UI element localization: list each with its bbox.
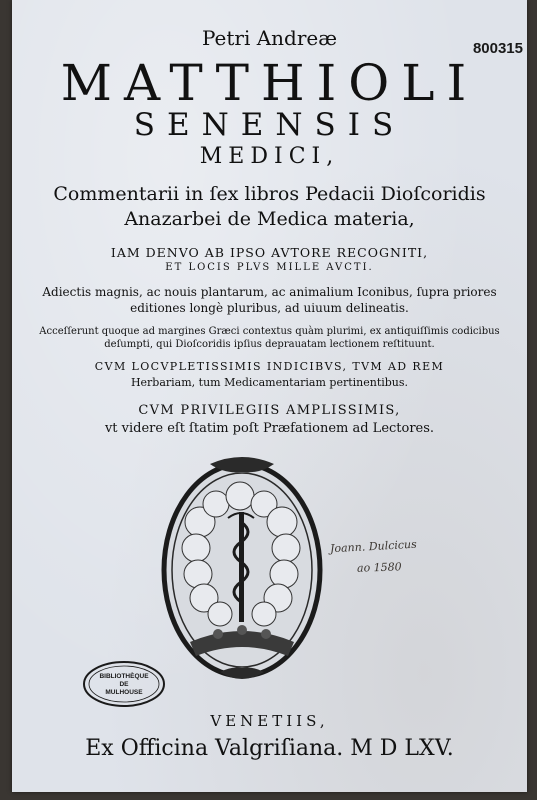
edition-line1: IAM DENVO AB IPSO AVTORE RECOGNITI, (110, 245, 429, 260)
privileges-line1: CVM PRIVILEGIIS AMPLISSIMIS, (138, 403, 401, 418)
imprint-publisher-date: Ex Officina Valgriſiana. M D LXV. (85, 736, 454, 761)
library-stamp (82, 660, 166, 708)
ownership-inscription-line2: ao 1580 (356, 560, 402, 575)
author-forename: Petri Andreæ (201, 26, 338, 50)
title-page (12, 0, 527, 792)
author-origin: SENENSIS (133, 107, 406, 143)
work-title-line2: Anazarbei de Medica materia, (124, 208, 415, 230)
indices-line1: CVM LOCVPLETISSIMIS INDICIBVS, TVM AD REM (94, 360, 445, 373)
author-surname: MATTHIOLI (60, 54, 479, 112)
illustrations-line2: editiones longè pluribus, ad uiuum delineatis. (130, 301, 409, 315)
privileges-line2: vt videre eſt ſtatim poſt Præfationem ad Lectores. (104, 421, 435, 436)
greek-text-line1: Acceſſerunt quoque ad margines Græci contextus quàm plurimi, ex antiquiſſimis codicibus (39, 326, 500, 337)
printers-device-emblem (160, 452, 324, 684)
edition-line2: ET LOCIS PLVS MILLE AVCTI. (165, 262, 374, 273)
work-title-line1: Commentarii in ſex libros Pedacii Dioſcoridis (53, 183, 486, 205)
illustrations-line1: Adiectis magnis, ac nouis plantarum, ac animalium Iconibus, ſupra priores (42, 285, 497, 299)
imprint-place: VENETIIS, (210, 712, 329, 730)
indices-line2: Herbariam, tum Medicamentariam pertinentibus. (130, 376, 409, 389)
greek-text-line2: deſumpti, qui Dioſcoridis ipſius deprauatam lectionem reſtituunt. (104, 339, 435, 350)
stamp-line1: BIBLIOTHÈQUE (99, 673, 149, 680)
author-profession: MEDICI, (199, 144, 340, 169)
ownership-inscription-line1: Joann. Dulcicus (329, 537, 418, 556)
accession-number: 800315 (472, 40, 523, 57)
stamp-line2: DE (119, 681, 129, 688)
stamp-line3: MULHOUSE (105, 689, 143, 696)
